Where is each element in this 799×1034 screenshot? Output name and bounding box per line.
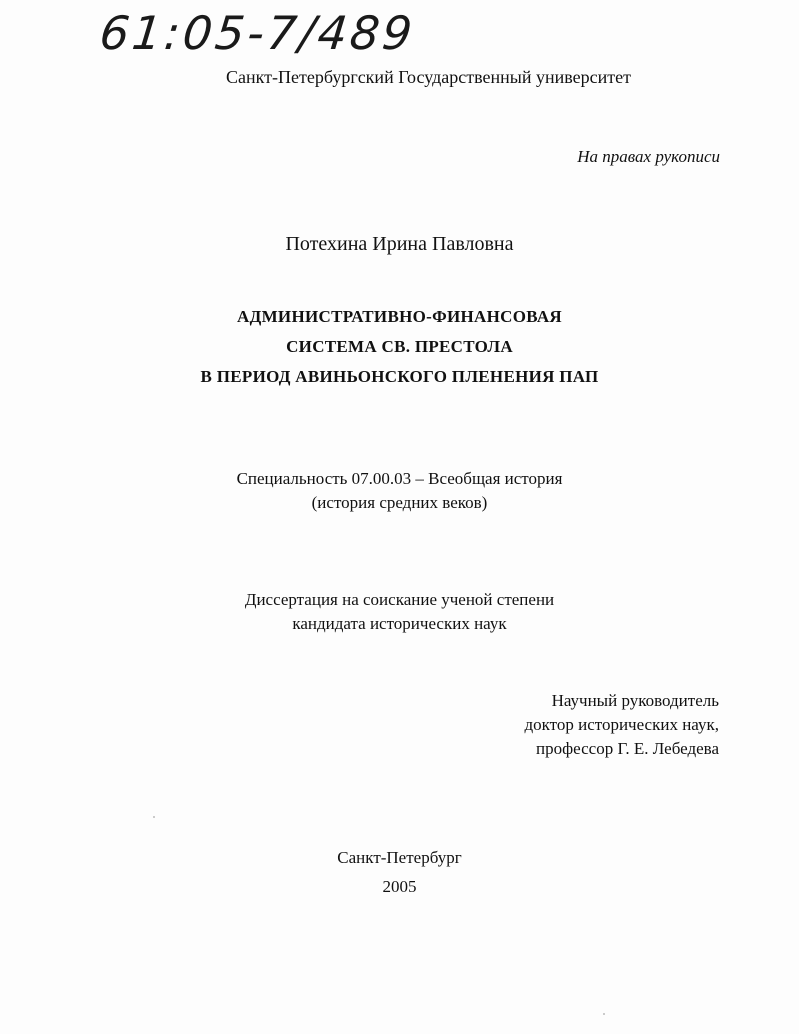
title-line-3: В ПЕРИОД АВИНЬОНСКОГО ПЛЕНЕНИЯ ПАП — [200, 367, 599, 386]
specialty-line-2: (история средних веков) — [311, 493, 488, 512]
scan-speck — [153, 816, 155, 818]
scan-speck — [603, 1013, 605, 1015]
title-line-1: АДМИНИСТРАТИВНО-ФИНАНСОВАЯ — [237, 307, 562, 326]
dissertation-line-2: кандидата исторических наук — [292, 614, 507, 633]
author-name: Потехина Ирина Павловна — [285, 233, 514, 255]
title-line-2: СИСТЕМА СВ. ПРЕСТОЛА — [286, 337, 513, 356]
specialty-line-1: Специальность 07.00.03 – Всеобщая история — [236, 469, 563, 488]
university-name: Санкт-Петербургский Государственный университет — [226, 67, 631, 87]
supervisor-role: Научный руководитель — [551, 691, 719, 710]
dissertation-line-1: Диссертация на соискание ученой степени — [244, 590, 555, 609]
archive-number-handwritten: 61:05-7/489 — [97, 6, 418, 60]
manuscript-note: На правах рукописи — [577, 147, 720, 166]
publication-year: 2005 — [382, 877, 417, 896]
supervisor-name: профессор Г. Е. Лебедева — [536, 739, 719, 758]
supervisor-degree: доктор исторических наук, — [524, 715, 719, 734]
publication-place: Санкт-Петербург — [337, 848, 462, 867]
